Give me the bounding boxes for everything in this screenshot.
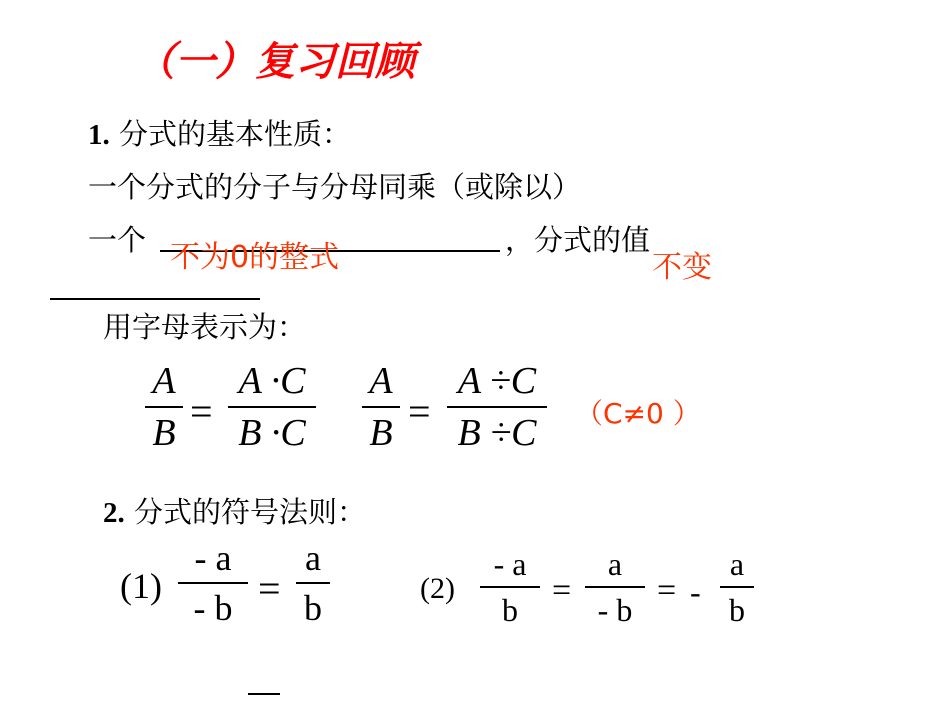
rule1-lhs-den: - b [193,588,233,628]
formula1-lhs-num: A [152,360,176,402]
section1-heading: 分式的基本性质： [118,117,351,151]
decorative-dash [248,693,280,695]
formula2-lhs [362,362,400,452]
rule2-f3-den: b [729,592,745,628]
page-title: （一）复习回顾 [135,39,415,85]
equals-sign: = [258,566,281,611]
blank2-answer: 不变 [652,250,712,285]
rule1-lhs-num: - a [194,538,232,578]
section1-line3: 用字母表示为： [103,310,307,344]
section1-line1: 一个分式的分子与分母同乘（或除以） [88,170,582,204]
section1-line2-prefix: 一个 [88,223,147,257]
rule2-negative-sign: - [690,574,701,610]
rule2-f1 [480,548,540,626]
rule2-f1-num: - a [493,546,527,582]
formula1-lhs [145,362,183,452]
equals-sign: = [190,389,213,434]
formula2-rhs-den: B ÷C [457,412,537,454]
fraction-bar [447,406,547,408]
formula1-lhs-den: B [152,412,176,454]
formula1-rhs-num: A ·C [238,360,306,402]
fraction-bar [296,582,330,584]
fraction-bar [480,586,540,588]
formula2-rhs-num: A ÷C [457,360,537,402]
fraction-bar [720,586,754,588]
rule2-label: (2) [420,572,455,605]
rule1-rhs-den: b [304,588,322,628]
section1-number: 1. [88,119,110,151]
equals-sign: = [552,572,572,609]
fraction-bar [228,406,316,408]
formula1-rhs [228,362,316,452]
rule2-f2-den: - b [597,592,633,628]
fraction-bar [145,406,183,408]
rule1-rhs [296,540,330,626]
rule1-label: (1) [120,566,162,606]
section1-heading-row [88,112,351,153]
formula2-lhs-num: A [369,360,393,402]
fraction-bar [178,582,248,584]
section2-heading: 分式的符号法则： [133,495,366,529]
rule2-f3-num: a [729,546,745,582]
rule2-f3 [720,548,754,626]
fraction-bar [585,586,645,588]
rule2-f1-den: b [502,592,518,628]
section2-number: 2. [103,497,125,529]
fraction-bar [362,406,400,408]
equals-sign: = [657,572,677,609]
section2-heading-row [103,490,366,531]
blank1-answer: 不为0的整式 [170,240,340,275]
equals-sign: = [408,389,431,434]
rule1-rhs-num: a [305,538,321,578]
rule2-f2-num: a [607,546,623,582]
rule2-f2 [585,548,645,626]
formula1-rhs-den: B ·C [238,412,306,454]
nonzero-condition: （C≠0 ） [575,397,701,430]
formula2-lhs-den: B [369,412,393,454]
section1-line2-suffix: ，分式的值 [505,223,651,257]
blank2-underline [50,298,260,300]
rule1-lhs [178,540,248,626]
formula2-rhs [447,362,547,452]
